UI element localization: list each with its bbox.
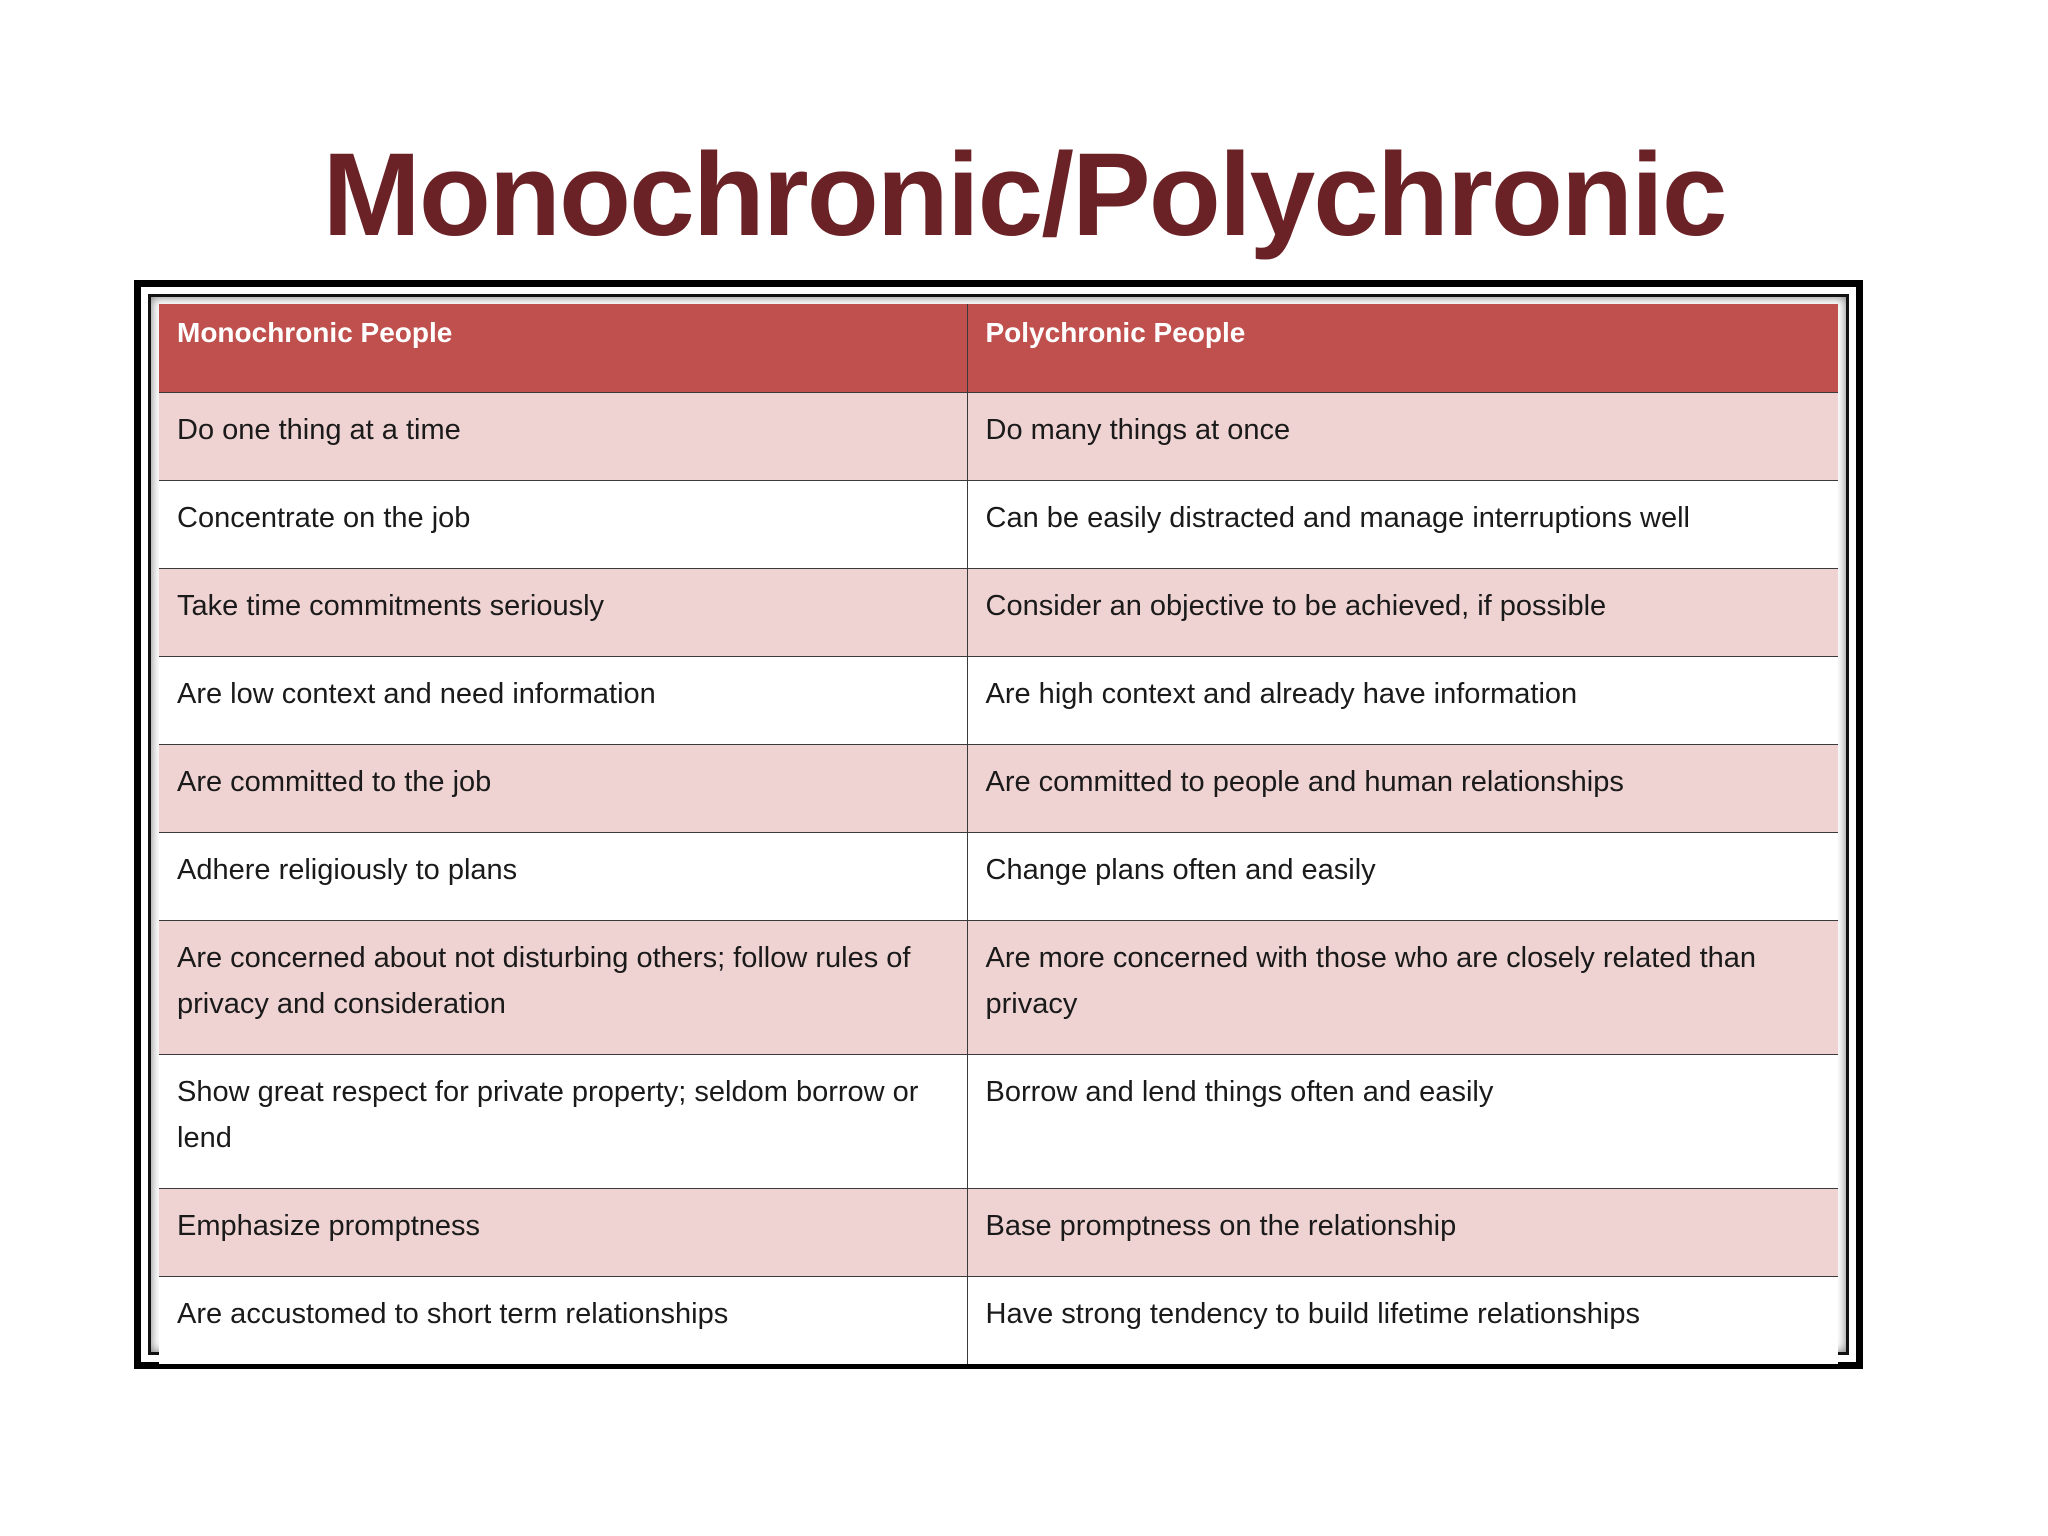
table-header-row: [159, 304, 1838, 392]
table-row: [159, 656, 1838, 744]
table-row: [159, 832, 1838, 920]
monochronic-cell: Take time commitments seriously: [159, 568, 967, 656]
comparison-table: [159, 304, 1838, 1364]
monochronic-cell: Are low context and need information: [159, 656, 967, 744]
table-row: [159, 480, 1838, 568]
table-row: [159, 1276, 1838, 1364]
monochronic-cell: Do one thing at a time: [159, 392, 967, 480]
table-row: [159, 744, 1838, 832]
polychronic-cell: Base promptness on the relationship: [967, 1188, 1838, 1276]
monochronic-cell: Adhere religiously to plans: [159, 832, 967, 920]
slide-title: Monochronic/Polychronic: [322, 129, 1726, 261]
table-inner-border: [148, 294, 1849, 1355]
table-frame: [134, 280, 1863, 1369]
polychronic-cell: Borrow and lend things often and easily: [967, 1054, 1838, 1188]
monochronic-cell: Are committed to the job: [159, 744, 967, 832]
polychronic-cell: Consider an objective to be achieved, if possible: [967, 568, 1838, 656]
table-row: [159, 920, 1838, 1054]
table-row: [159, 1188, 1838, 1276]
monochronic-cell: Are concerned about not disturbing others; follow rules of privacy and consideration: [159, 920, 967, 1054]
table-row: [159, 1054, 1838, 1188]
table-row: [159, 568, 1838, 656]
monochronic-cell: Are accustomed to short term relationships: [159, 1276, 967, 1364]
polychronic-cell: Are high context and already have information: [967, 656, 1838, 744]
monochronic-cell: Show great respect for private property; seldom borrow or lend: [159, 1054, 967, 1188]
table-row: [159, 392, 1838, 480]
monochronic-cell: Emphasize promptness: [159, 1188, 967, 1276]
polychronic-cell: Change plans often and easily: [967, 832, 1838, 920]
header-polychronic: Polychronic People: [967, 304, 1838, 392]
header-monochronic: Monochronic People: [159, 304, 967, 392]
polychronic-cell: Are more concerned with those who are closely related than privacy: [967, 920, 1838, 1054]
polychronic-cell: Are committed to people and human relationships: [967, 744, 1838, 832]
polychronic-cell: Do many things at once: [967, 392, 1838, 480]
monochronic-cell: Concentrate on the job: [159, 480, 967, 568]
polychronic-cell: Have strong tendency to build lifetime relationships: [967, 1276, 1838, 1364]
polychronic-cell: Can be easily distracted and manage interruptions well: [967, 480, 1838, 568]
